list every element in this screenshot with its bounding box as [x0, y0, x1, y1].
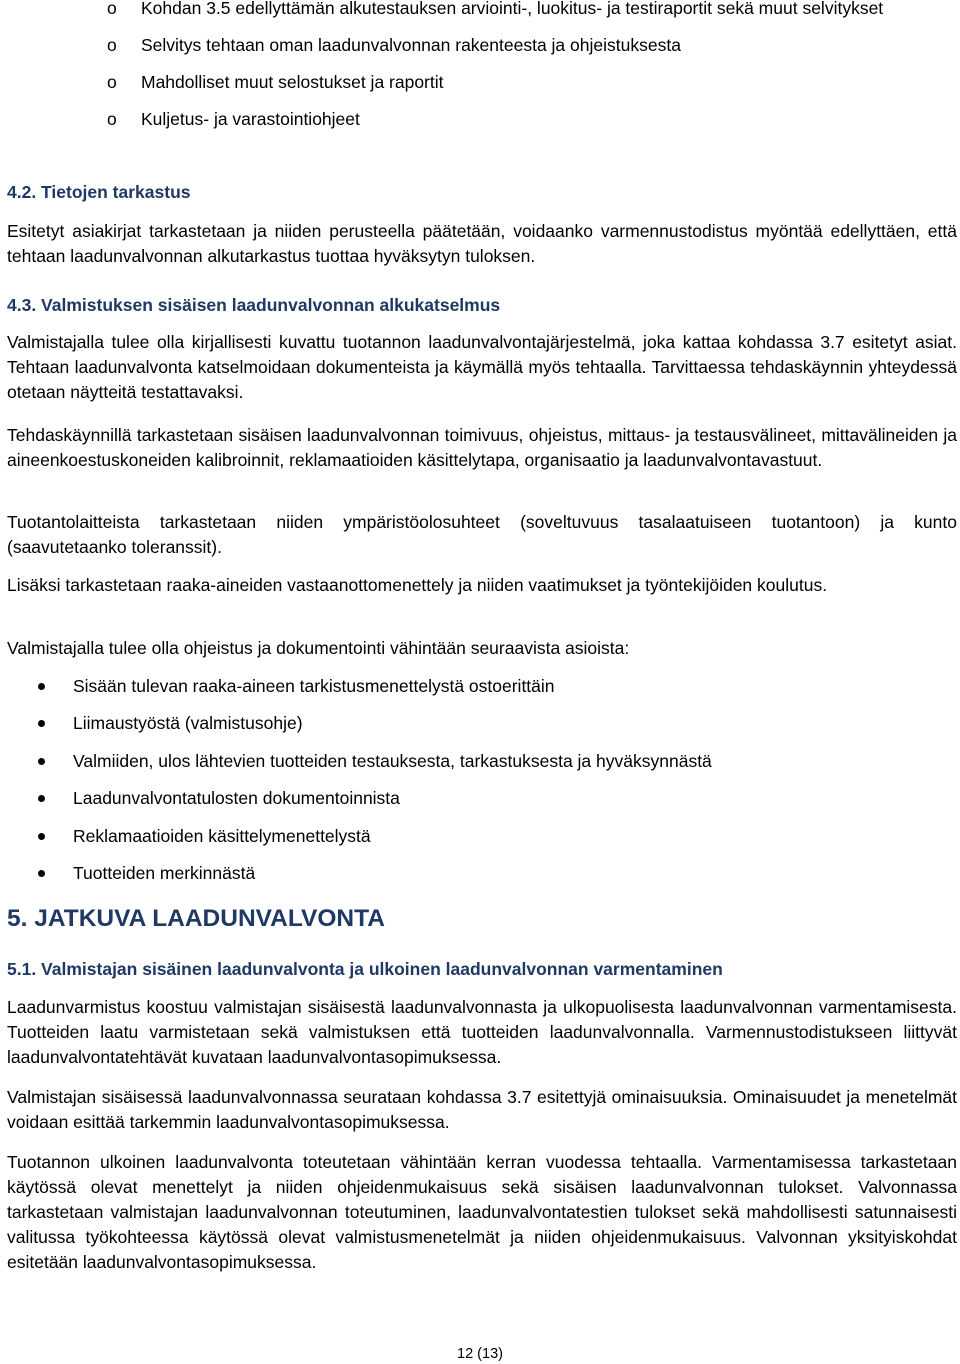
list-item-text: Valmiiden, ulos lähtevien tuotteiden testauksesta, tarkastuksesta ja hyväksynnästä	[73, 750, 712, 771]
list-item-text: Liimaustyöstä (valmistusohje)	[73, 713, 303, 734]
section-5-1-paragraph: Tuotannon ulkoinen laadunvalvonta toteutetaan vähintään kerran vuodessa tehtaalla. Varmentamisessa tarkastetaan käytössä olevat menettelyt ja niiden ohjeidenmukaisuus sekä sisäisen laadunvalvonnan tulokset. Valvonnassa tarkastetaan valmistajan laadunvalvonnan toteutuminen, laadunvalvontatestien tulokset sekä mahdollisesti satunnaisesti valitussa työkohteessa käytössä olevat valmistusmenetelmät ja niiden ohjeidenmukaisuus. Valvonnan yksityiskohdat esitetään laadunvalvontasopimuksessa.	[7, 1152, 957, 1272]
list-item-text: Reklamaatioiden käsittelymenettelystä	[73, 825, 371, 846]
section-5-1-paragraph: Laadunvarmistus koostuu valmistajan sisäisestä laadunvalvonnasta ja ulkopuolisesta laadunvalvonnan varmentamisesta. Tuotteiden laatu varmistetaan sekä valmistuksen että tuotteiden laadunvalvonnalla. Varmennustodistukseen liittyvät laadunvalvontatehtävät kuvataan laadunvalvontasopimuksessa.	[7, 997, 957, 1067]
section-heading-4-2: 4.2. Tietojen tarkastus	[7, 182, 191, 202]
section-4-3-paragraph: Tuotantolaitteista tarkastetaan niiden ympäristöolosuhteet (soveltuvuus tasalaatuiseen tuotantoon) ja kunto (saavutetaanko toleranssit).	[7, 512, 957, 557]
list-item	[107, 70, 957, 95]
section-4-3-paragraph: Valmistajalla tulee olla kirjallisesti kuvattu tuotannon laadunvalvontajärjestelmä, joka kattaa kohdassa 3.7 esitetyt asiat. Tehtaan laadunvalvonta katselmoidaan dokumenteista ja käymällä myös tehtaalla. Tarvittaessa tehdaskäynnin yhteydessä otetaan näytteitä testattavaksi.	[7, 332, 957, 402]
circle-bullet-icon: o	[107, 0, 117, 18]
list-item	[107, 107, 957, 132]
list-item	[38, 711, 938, 736]
section-4-3-paragraph: Tehdaskäynnillä tarkastetaan sisäisen laadunvalvonnan toimivuus, ohjeistus, mittaus- ja testausvälineet, mittavälineiden ja aineenkoestuskoneiden kalibroinnit, reklamaatioiden käsittelytapa, organisaatio ja laadunvalvontavastuut.	[7, 425, 957, 470]
requirement-sub-list	[107, 0, 957, 132]
list-item-text: Kuljetus- ja varastointiohjeet	[141, 109, 360, 129]
bullet-icon	[38, 870, 45, 877]
list-item-text: Tuotteiden merkinnästä	[73, 862, 256, 883]
circle-bullet-icon: o	[107, 72, 117, 92]
list-item	[38, 674, 938, 699]
page-number: 12 (13)	[457, 1346, 503, 1362]
list-item-text: Mahdolliset muut selostukset ja raportit	[141, 72, 444, 92]
bullet-icon	[38, 758, 45, 765]
section-heading-5: 5. JATKUVA LAADUNVALVONTA	[7, 905, 385, 932]
section-5-1-paragraph: Valmistajan sisäisessä laadunvalvonnassa seurataan kohdassa 3.7 esitettyjä ominaisuuksia. Ominaisuudet ja menetelmät voidaan esittää tarkemmin laadunvalvontasopimuksessa.	[7, 1087, 957, 1132]
bullet-icon	[38, 795, 45, 802]
section-heading-4-3: 4.3. Valmistuksen sisäisen laadunvalvonnan alkukatselmus	[7, 295, 501, 315]
list-item	[38, 749, 938, 774]
list-item-text: Selvitys tehtaan oman laadunvalvonnan rakenteesta ja ohjeistuksesta	[141, 35, 681, 55]
section-4-3-paragraph: Lisäksi tarkastetaan raaka-aineiden vastaanottomenettely ja niiden vaatimukset ja työntekijöiden koulutus.	[7, 575, 828, 595]
bullet-icon	[38, 720, 45, 727]
section-heading-5-1: 5.1. Valmistajan sisäinen laadunvalvonta ja ulkoinen laadunvalvonnan varmentaminen	[7, 959, 723, 979]
list-item	[107, 33, 957, 58]
bullet-icon	[38, 833, 45, 840]
bullet-icon	[38, 683, 45, 690]
circle-bullet-icon: o	[107, 109, 117, 129]
documentation-bullet-list	[38, 674, 938, 898]
section-4-3-paragraph: Valmistajalla tulee olla ohjeistus ja dokumentointi vähintään seuraavista asioista:	[7, 638, 630, 658]
list-item	[107, 0, 957, 21]
section-4-2-paragraph: Esitetyt asiakirjat tarkastetaan ja niiden perusteella päätetään, voidaanko varmennustodistus myöntää edellyttäen, että tehtaan laadunvalvonnan alkutarkastus tuottaa hyväksytyn tuloksen.	[7, 221, 957, 266]
list-item	[38, 824, 938, 849]
list-item	[38, 861, 938, 886]
list-item-text: Kohdan 3.5 edellyttämän alkutestauksen arviointi-, luokitus- ja testiraportit sekä muut selvitykset	[141, 0, 884, 18]
circle-bullet-icon: o	[107, 35, 117, 55]
list-item	[38, 786, 938, 811]
list-item-text: Sisään tulevan raaka-aineen tarkistusmenettelystä ostoerittäin	[73, 676, 555, 696]
list-item-text: Laadunvalvontatulosten dokumentoinnista	[73, 788, 400, 809]
